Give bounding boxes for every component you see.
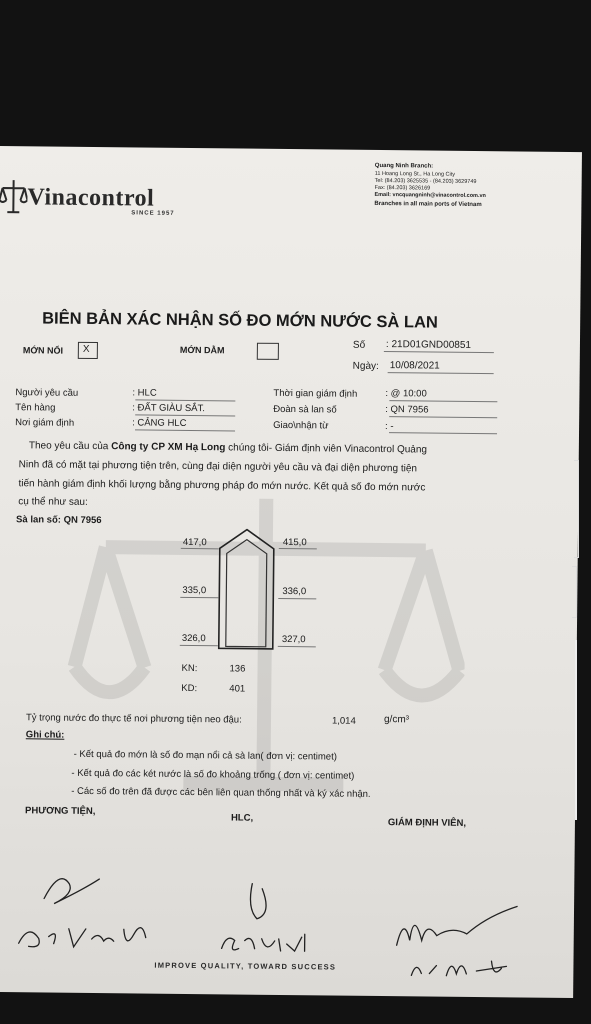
paragraph-line-1 [29, 440, 427, 455]
density-value: 1,014 [331, 715, 356, 727]
draft-right-middle: 336,0 [282, 585, 307, 598]
note-item-3: - Các số đo trên đã được các bên liên quan thống nhất và ký xác nhận. [71, 785, 371, 800]
doan-sa-lan-underline [389, 416, 497, 418]
so-label: Số [352, 339, 366, 351]
notes-title: Ghi chú: [25, 729, 65, 741]
company-name: Vinacontrol [27, 184, 155, 212]
branch-fax: Fax: (84.203) 3626169 [374, 184, 431, 192]
ngay-value: 10/08/2021 [389, 360, 440, 372]
noi-giam-dinh-label: Nơi giám định [15, 417, 75, 429]
ten-hang-label: Tên hàng [15, 402, 56, 414]
doan-sa-lan-value: : QN 7956 [385, 404, 429, 416]
barge-label: Sà lan số: QN 7956 [16, 514, 102, 527]
nguoi-yeu-cau-value: : HLC [132, 387, 157, 399]
paragraph-line-3: tiến hành giám định khối lượng bằng phương pháp đo mớn nước. Kết quả số đo mớn nước [18, 478, 426, 494]
barge-outline-icon [215, 528, 278, 651]
signature-phuong-tien-icon [14, 858, 155, 954]
signature-hlc-icon [217, 878, 313, 959]
edge-mark-2 [572, 566, 577, 618]
mon-noi-checkbox [78, 342, 98, 359]
noi-giam-dinh-underline [135, 429, 235, 431]
company-since: SINCE 1957 [131, 210, 175, 217]
so-underline [384, 351, 494, 353]
draft-left-forward: 417,0 [182, 536, 207, 549]
paragraph-line-4: cụ thể như sau: [18, 496, 88, 508]
draft-right-forward: 415,0 [282, 536, 307, 549]
signature-label-hlc: HLC, [230, 812, 254, 824]
footer-slogan: IMPROVE QUALITY, TOWARD SUCCESS [154, 960, 337, 972]
giao-nhan-value: : - [385, 421, 394, 433]
giao-nhan-underline [389, 432, 497, 434]
nguoi-yeu-cau-underline [135, 399, 235, 401]
signature-label-giam-dinh-vien: GIÁM ĐỊNH VIÊN, [387, 817, 467, 829]
kd-label: KD: [181, 682, 198, 695]
edge-mark-3 [572, 640, 577, 820]
noi-giam-dinh-value: : CẢNG HLC [132, 417, 187, 429]
branch-address: 11 Hoang Long St., Ha Long City [374, 170, 456, 178]
mon-dam-label: MỚN DẰM [179, 344, 225, 356]
ten-hang-underline [135, 414, 235, 416]
signature-label-phuong-tien: PHƯƠNG TIỆN, [24, 805, 96, 818]
note-item-2: - Kết quả đo các két nước là số đo khoảng trống ( đơn vị: centimet) [71, 767, 355, 782]
so-value: : 21D01GND00851 [385, 339, 472, 351]
mon-noi-label: MỚN NỔI [22, 345, 64, 356]
branch-tel: Tel: (84.203) 3625535 - (84.203) 3629749 [374, 177, 477, 185]
draft-left-middle: 335,0 [182, 584, 207, 597]
kn-value: 136 [229, 663, 246, 675]
nguoi-yeu-cau-label: Người yêu cầu [15, 387, 79, 399]
thoi-gian-underline [389, 400, 497, 402]
paragraph-line-2: Ninh đã có mặt tại phương tiện trên, cùng đại diện người yêu cầu và đại diện phương tiện [18, 459, 418, 475]
vinacontrol-logo-icon [0, 176, 28, 216]
kd-value: 401 [229, 683, 246, 695]
branch-name: Quang Ninh Branch: [374, 162, 434, 170]
mon-dam-checkbox [257, 343, 279, 360]
draft-right-aft: 327,0 [281, 633, 306, 646]
doan-sa-lan-label: Đoàn sà lan số [273, 403, 337, 416]
kn-label: KN: [181, 662, 198, 675]
giao-nhan-label: Giao\nhận từ [273, 419, 329, 432]
thoi-gian-value: : @ 10:00 [385, 388, 427, 400]
density-unit: g/cm³ [383, 714, 410, 726]
branch-email: Email: vncquangninh@vinacontrol.com.vn [374, 191, 486, 200]
document-page [0, 146, 582, 998]
ngay-underline [388, 372, 494, 374]
paragraph-p1-post: chúng tôi- Giám định viên Vinacontrol Quảng [225, 442, 428, 456]
paragraph-company: Công ty CP XM Hạ Long [111, 441, 226, 454]
paragraph-p1-pre: Theo yêu cầu của [28, 440, 112, 453]
branch-ports: Branches in all main ports of Vietnam [374, 200, 482, 209]
thoi-gian-label: Thời gian giám định [273, 387, 358, 400]
density-label: Tỷ trọng nước đo thực tế nơi phương tiện neo đậu: [25, 712, 242, 726]
note-item-1: - Kết quả đo mớn là số đo mạn nổi cả sà lan( đơn vị: centimet) [73, 748, 337, 763]
signature-giam-dinh-vien-icon [391, 895, 527, 986]
edge-mark-1 [574, 460, 579, 558]
ngay-label: Ngày: [352, 360, 379, 372]
mon-noi-mark: X [82, 343, 90, 355]
draft-left-aft: 326,0 [181, 632, 206, 645]
document-title: BIÊN BẢN XÁC NHẬN SỐ ĐO MỚN NƯỚC SÀ LAN [42, 309, 438, 332]
ten-hang-value: : ĐẤT GIÀU SẮT. [132, 402, 206, 415]
